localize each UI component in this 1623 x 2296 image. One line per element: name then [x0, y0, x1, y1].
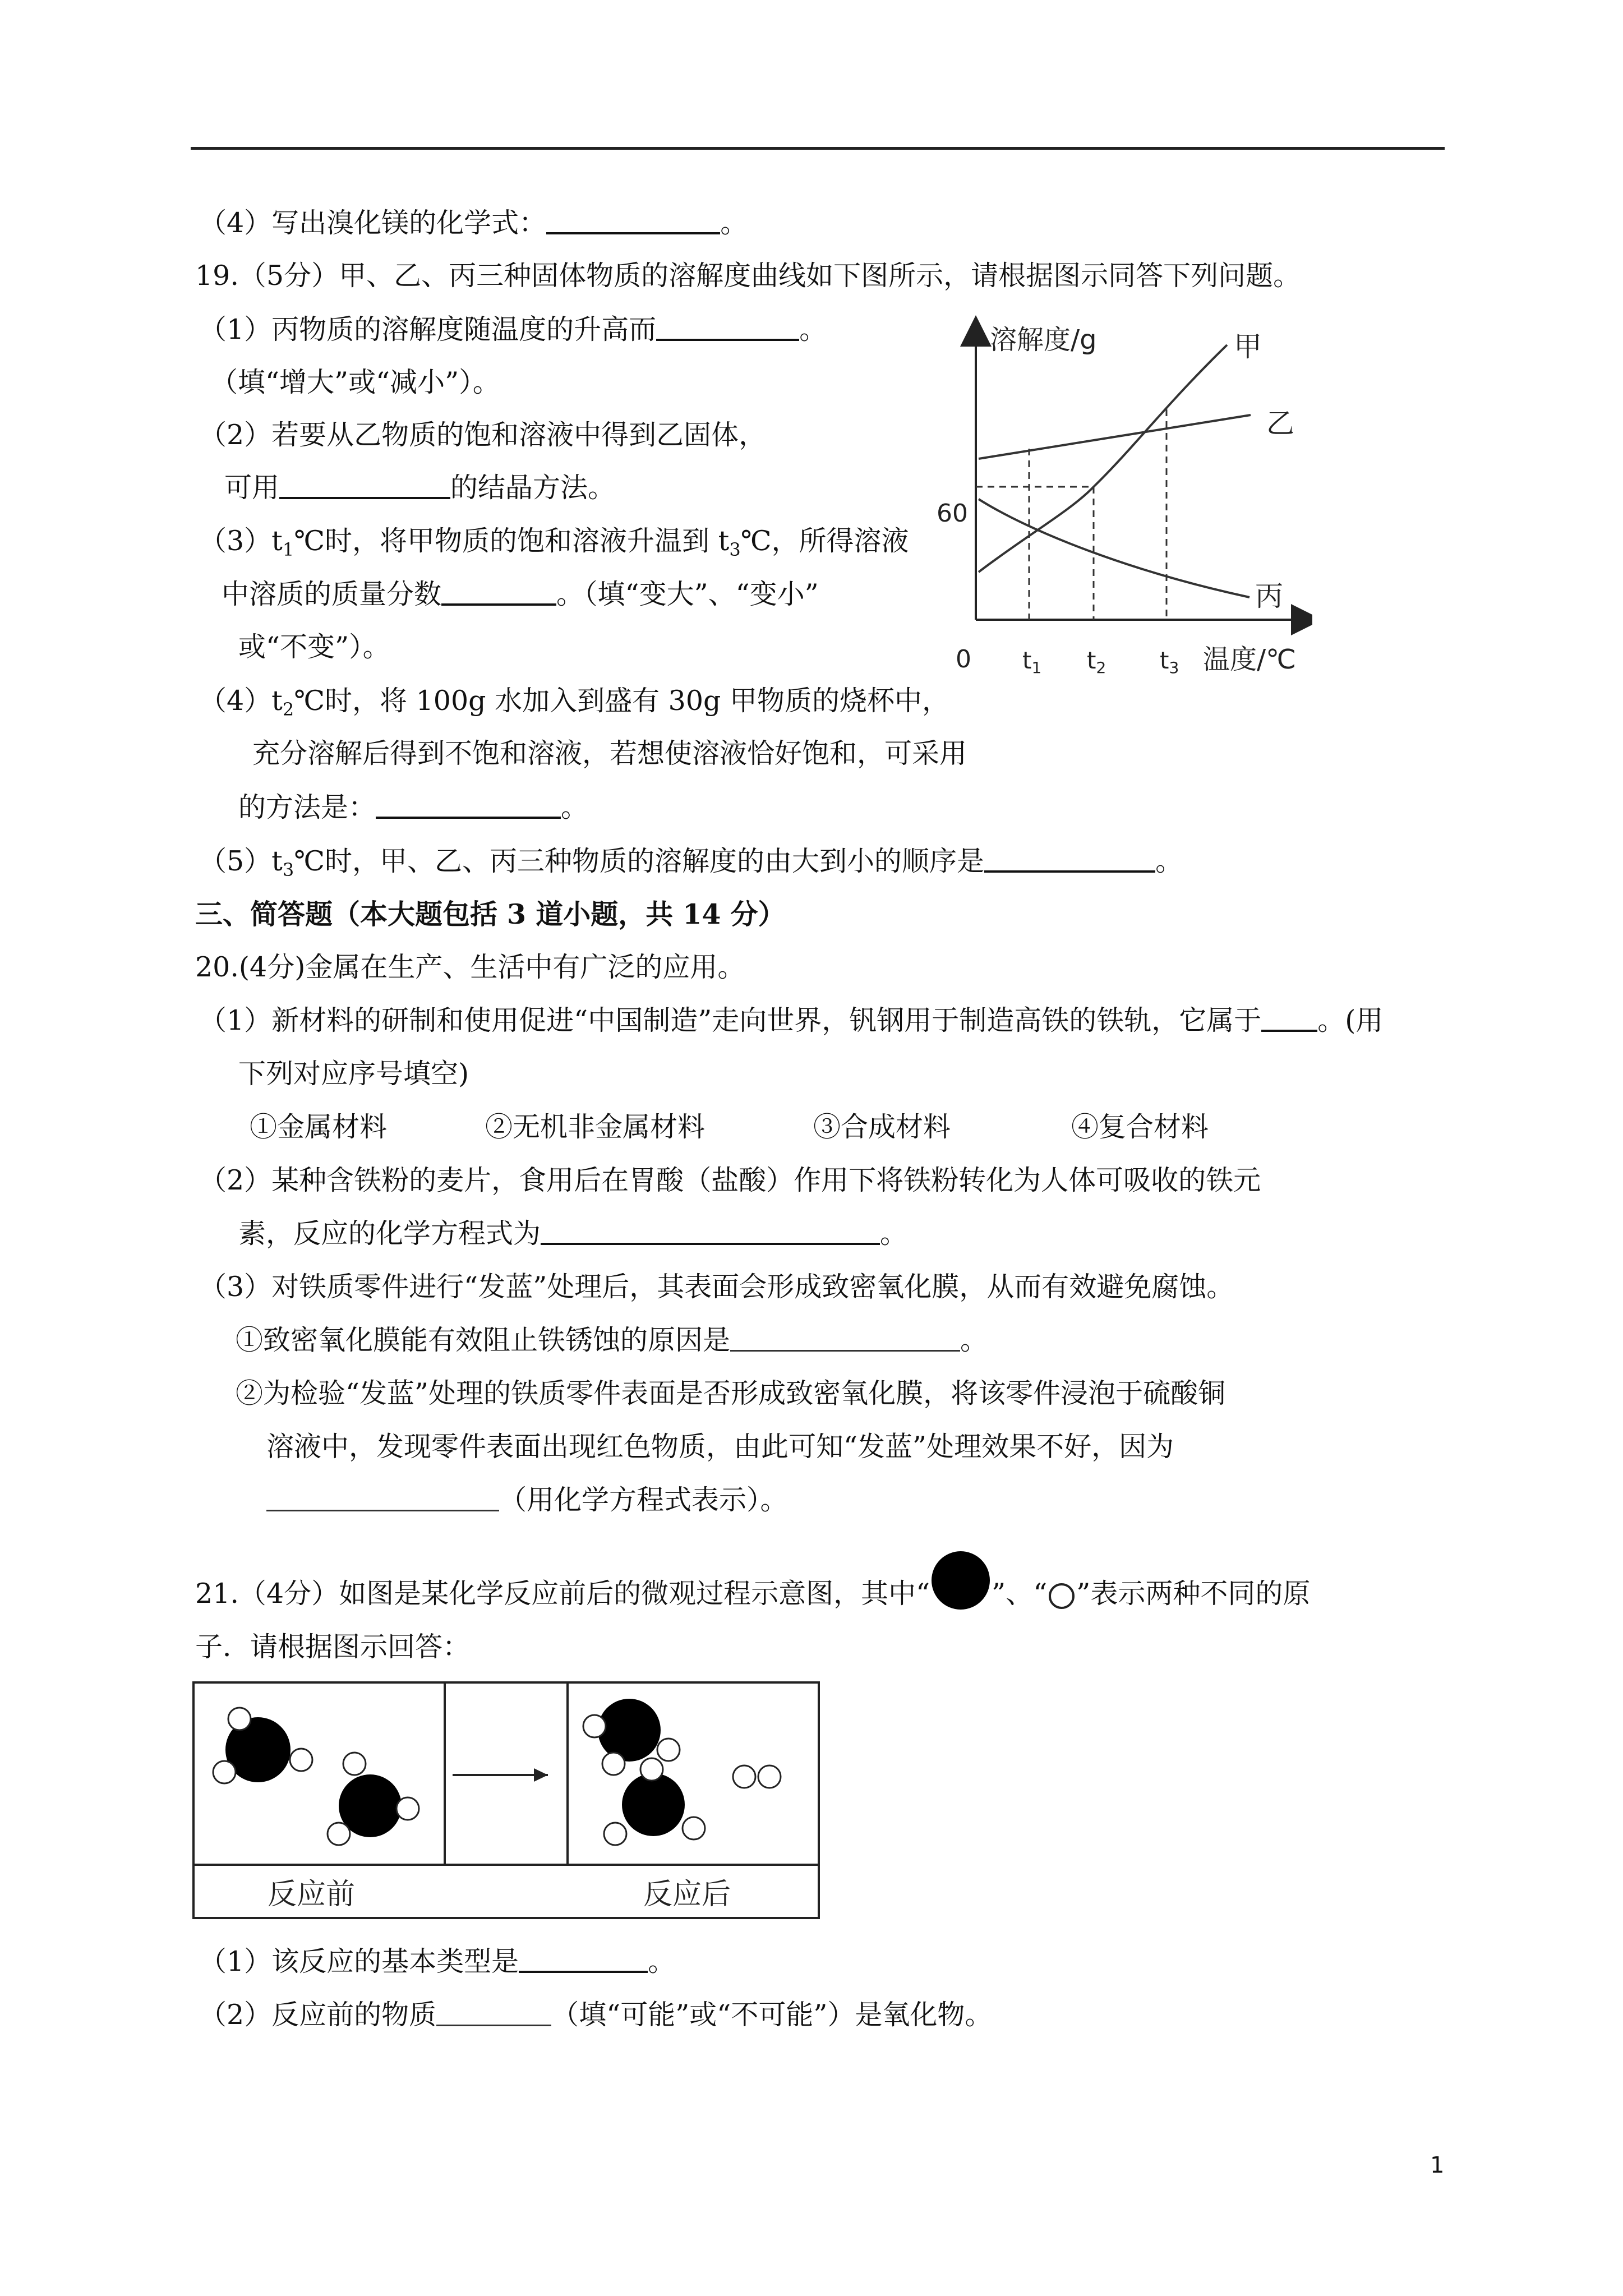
x-axis-label: 温度/℃	[1203, 644, 1297, 675]
section-title: 三、简答题（本大题包括 3 道小题，共 14 分）	[195, 898, 786, 930]
q19-part3: $(3)t_1℃$时，将甲物质的饱和溶液升温到 $t_3℃$，所得溶液	[199, 525, 909, 560]
q20-part3-sub2-line2: 溶液中，发现零件表面出现红色物质，由此可知“发蓝”处理效果不好，因为	[266, 1431, 1174, 1463]
series-line-bing	[979, 499, 1249, 597]
q21-header: 21.（4分）如图是某化学反应前后的微观过程示意图，其中“ ”、“ ”表示两种不同的原	[195, 1577, 1310, 1611]
q19-part5: $(5)t_3℃$时，甲、乙、丙三种物质的溶解度的由大到小的顺序是 。	[199, 845, 1183, 880]
q21-header-line2: 子．请根据图示回答：	[195, 1631, 471, 1663]
q20-part3-sub2-line3: （用化学方程式表示）。	[266, 1483, 788, 1517]
series-line-yi	[979, 415, 1251, 459]
after-label: 反应后	[643, 1878, 731, 1911]
answer-blank[interactable]	[266, 1485, 499, 1511]
black-atom-icon	[930, 1550, 992, 1611]
answer-blank[interactable]	[541, 1218, 880, 1245]
answer-blank[interactable]	[519, 1946, 648, 1973]
solubility-chart	[920, 314, 1312, 684]
q20-part1-line2: 下列对应序号填空)	[238, 1058, 469, 1090]
answer-blank[interactable]	[376, 792, 561, 819]
y-tick-label: 60	[937, 499, 968, 528]
q21-part1: （1）该反应的基本类型是 。	[199, 1945, 676, 1977]
series-label-jia: 甲	[1234, 330, 1262, 363]
q21-part2: （2）反应前的物质 （填“可能”或“不可能”）是氧化物。	[199, 1999, 993, 2031]
answer-blank[interactable]	[984, 846, 1155, 873]
answer-blank[interactable]	[730, 1325, 960, 1352]
page-number: 1	[1430, 2152, 1445, 2178]
white-atom-icon	[1047, 1582, 1076, 1611]
q18-part4: （4）写出溴化镁的化学式： 。	[199, 207, 748, 239]
option-1: ①金属材料	[250, 1111, 388, 1143]
q20-part1: （1）新材料的研制和使用促进“中国制造”走向世界，钒钢用于制造高铁的铁轨，它属于 。(用	[199, 1004, 1384, 1036]
q19-part2-line2: 可用 的结晶方法。	[224, 472, 616, 504]
option-3: ③合成材料	[813, 1111, 951, 1143]
q19-part3-line3: 或“不变”）。	[238, 631, 390, 663]
option-2: ②无机非金属材料	[485, 1111, 706, 1143]
q19-part4-line2: 充分溶解后得到不饱和溶液，若想使溶液恰好饱和，可采用	[252, 737, 967, 769]
answer-blank[interactable]	[1261, 1005, 1317, 1032]
y-axis-label: 溶解度/g	[990, 324, 1097, 356]
option-4: ④复合材料	[1071, 1111, 1209, 1143]
q19-part2: （2）若要从乙物质的饱和溶液中得到乙固体，	[199, 419, 767, 451]
q20-header: 20.(4分)金属在生产、生活中有广泛的应用。	[195, 951, 745, 983]
answer-blank[interactable]	[546, 208, 720, 234]
series-label-bing: 丙	[1255, 580, 1283, 612]
header-rule	[191, 147, 1445, 150]
answer-blank[interactable]	[656, 314, 799, 341]
q19-part4: $(4)t_2℃$时，将 100g 水加入到盛有 30g 甲物质的烧杯中，	[199, 685, 949, 720]
origin-label: 0	[956, 645, 971, 674]
q20-part2: （2）某种含铁粉的麦片，食用后在胃酸（盐酸）作用下将铁粉转化为人体可吸收的铁元	[199, 1164, 1261, 1196]
q19-part1: （1）丙物质的溶解度随温度的升高而 。	[199, 313, 827, 345]
x-tick-label: t3	[1160, 647, 1179, 677]
q20-part3: （3）对铁质零件进行“发蓝”处理后，其表面会形成致密氧化膜，从而有效避免腐蚀。	[199, 1271, 1234, 1303]
q20-part3-sub2: ②为检验“发蓝”处理的铁质零件表面是否形成致密氧化膜，将该零件浸泡于硫酸铜	[236, 1377, 1226, 1409]
q20-part3-sub1: ①致密氧化膜能有效阻止铁锈蚀的原因是 。	[236, 1324, 988, 1356]
series-line-jia	[979, 345, 1227, 572]
q19-header: 19.（5分）甲、乙、丙三种固体物质的溶解度曲线如下图所示，请根据图示同答下列问题。	[195, 260, 1301, 292]
q19-part1-hint: （填“增大”或“减小”）。	[210, 366, 500, 398]
series-label-yi: 乙	[1266, 407, 1294, 440]
reaction-diagram	[192, 1677, 826, 1924]
x-tick-label: t1	[1022, 647, 1042, 677]
x-tick-label: t2	[1087, 647, 1106, 677]
q19-part3-line2: 中溶质的质量分数 。（填“变大”、“变小”	[222, 578, 819, 610]
q20-part2-line2: 素，反应的化学方程式为 。	[238, 1218, 908, 1250]
answer-blank[interactable]	[436, 2000, 551, 2026]
answer-blank[interactable]	[441, 579, 556, 606]
q19-part4-line3: 的方法是： 。	[238, 791, 589, 823]
before-label: 反应前	[268, 1878, 356, 1911]
answer-blank[interactable]	[279, 472, 450, 499]
